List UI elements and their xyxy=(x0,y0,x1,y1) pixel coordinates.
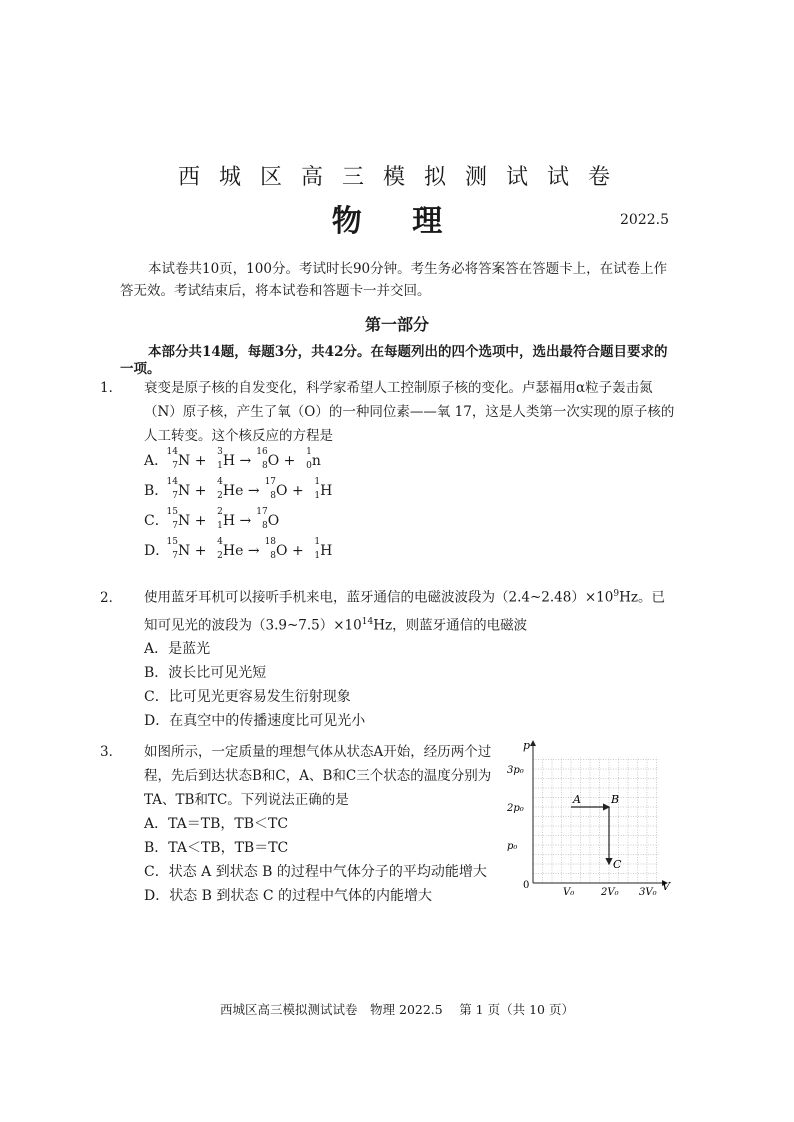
element-symbol: H xyxy=(320,543,333,559)
y-tick-label: 3p₀ xyxy=(507,765,524,776)
nuclide xyxy=(308,537,333,561)
nuclide-numbers xyxy=(211,447,223,471)
subject-title: 物 理 xyxy=(331,204,463,239)
nuclide xyxy=(166,537,191,561)
option-d: D．在真空中的传播速度比可见光小 xyxy=(144,713,366,729)
mass-number: 15 xyxy=(166,537,178,547)
nuclide-numbers xyxy=(256,447,268,471)
graph-grid xyxy=(533,758,658,883)
nuclide xyxy=(256,507,280,531)
nuclide-numbers xyxy=(308,537,321,561)
option-b xyxy=(144,476,544,506)
question-text-part: Hz。已知可见光的波段为（3.9~7.5）×10 xyxy=(144,589,665,633)
element-symbol: O xyxy=(267,453,280,469)
x-axis-label: V xyxy=(662,880,670,893)
plus-sign: + xyxy=(190,513,211,529)
atomic-number: 1 xyxy=(314,491,321,501)
mass-number: 4 xyxy=(217,537,223,547)
nuclide-numbers xyxy=(166,507,178,531)
mass-number: 14 xyxy=(166,477,178,487)
question-2-stem xyxy=(100,582,678,637)
option-c: C．比可见光更容易发生衍射现象 xyxy=(144,689,351,705)
element-symbol: O xyxy=(276,483,288,499)
option-d xyxy=(144,536,544,566)
question-number: 3． xyxy=(100,744,123,760)
nuclide-numbers xyxy=(264,537,277,561)
atomic-number: 8 xyxy=(270,551,277,561)
atomic-number: 1 xyxy=(217,521,223,531)
x-tick-label: V₀ xyxy=(563,887,575,895)
element-symbol: N xyxy=(178,483,191,499)
element-symbol: He xyxy=(222,543,244,559)
question-1 xyxy=(100,376,678,448)
plus-sign: + xyxy=(190,543,211,559)
option-letter: C． xyxy=(144,513,169,529)
intro-text: 本试卷共10页，100分。考试时长90分钟。考生务必将答案答在答题卡上，在试卷上作答无效。考试结束后，将本试卷和答题卡一并交回。 xyxy=(120,261,668,299)
process-lines xyxy=(571,793,622,871)
plus-sign: + xyxy=(287,543,309,559)
reaction-arrow: → xyxy=(243,543,265,559)
nuclide xyxy=(166,447,191,471)
element-symbol: N xyxy=(178,543,191,559)
exponent: 9 xyxy=(613,589,620,599)
mass-number: 1 xyxy=(314,477,321,487)
option-letter: D． xyxy=(144,543,170,559)
option-a: A．TA＝TB，TB＜TC xyxy=(144,816,289,832)
atomic-number: 8 xyxy=(262,461,268,471)
nuclide xyxy=(211,477,244,501)
question-3 xyxy=(100,740,502,908)
atomic-number: 0 xyxy=(306,461,312,471)
nuclide xyxy=(166,507,191,531)
element-symbol: O xyxy=(276,543,288,559)
pv-graph xyxy=(505,735,675,895)
x-tick-label: 3V₀ xyxy=(639,887,657,895)
nuclide-numbers xyxy=(166,447,178,471)
nuclide-numbers xyxy=(211,507,223,531)
option-letter: A． xyxy=(144,453,169,469)
nuclide-numbers xyxy=(308,477,321,501)
state-point-label: B xyxy=(611,793,620,806)
option-c: C．状态 A 到状态 B 的过程中气体分子的平均动能增大 xyxy=(144,864,487,880)
nuclide xyxy=(264,477,288,501)
nuclide-numbers xyxy=(300,447,312,471)
question-1-options xyxy=(144,446,544,566)
plus-sign: + xyxy=(287,483,309,499)
axis-ticks xyxy=(506,765,657,895)
page-footer: 西城区高三模拟测试试卷 物理 2022.5 第 1 页（共 10 页） xyxy=(220,1002,574,1017)
nuclide xyxy=(300,447,321,471)
mass-number: 18 xyxy=(264,537,277,547)
nuclide xyxy=(264,537,288,561)
mass-number: 1 xyxy=(306,447,312,457)
y-axis-label: p xyxy=(523,739,531,752)
atomic-number: 7 xyxy=(172,521,178,531)
element-symbol: O xyxy=(267,513,280,529)
mass-number: 17 xyxy=(256,507,268,517)
element-symbol: N xyxy=(178,453,191,469)
option-c xyxy=(144,506,544,536)
question-number: 1． xyxy=(100,380,123,396)
question-text: 如图所示，一定质量的理想气体从状态A开始，经历两个过程，先后到达状态B和C，A、B和C三个状态的温度分别为TA、TB和TC。下列说法正确的是 xyxy=(144,744,492,808)
y-tick-label: p₀ xyxy=(507,841,518,852)
mass-number: 3 xyxy=(217,447,223,457)
atomic-number: 8 xyxy=(270,491,277,501)
element-symbol: H xyxy=(222,453,236,469)
option-a xyxy=(144,446,544,476)
mass-number: 15 xyxy=(166,507,178,517)
exam-date: 2022.5 xyxy=(620,212,669,228)
option-b: B．TA＜TB，TB＝TC xyxy=(144,840,289,856)
reaction-arrow: → xyxy=(243,483,265,499)
mass-number: 17 xyxy=(264,477,277,487)
nuclide xyxy=(308,477,333,501)
nuclide xyxy=(256,447,280,471)
section-title: 第一部分 xyxy=(364,315,429,334)
mass-number: 1 xyxy=(314,537,321,547)
nuclide-numbers xyxy=(211,537,223,561)
question-text-part: Hz，则蓝牙通信的电磁波 xyxy=(373,617,528,633)
option-a: A．是蓝光 xyxy=(144,641,211,657)
question-text: 衰变是原子核的自发变化，科学家希望人工控制原子核的变化。卢瑟福用α粒子轰击氮（N）原子核，产生了氧（O）的一种同位素——氧 17，这是人类第一次实现的原子核的人工转变。这个核反应的方程是 xyxy=(144,380,675,444)
state-point-label: C xyxy=(613,858,622,871)
nuclide xyxy=(211,537,244,561)
element-symbol: He xyxy=(222,483,244,499)
element-symbol: n xyxy=(311,453,321,469)
nuclide xyxy=(211,507,236,531)
atomic-number: 7 xyxy=(172,551,178,561)
section-instructions: 本部分共14题，每题3分，共42分。在每题列出的四个选项中，选出最符合题目要求的一项。 xyxy=(120,344,668,377)
atomic-number: 7 xyxy=(172,461,178,471)
atomic-number: 2 xyxy=(217,551,223,561)
atomic-number: 1 xyxy=(217,461,223,471)
x-tick-label: 2V₀ xyxy=(601,887,619,895)
state-point-label: A xyxy=(573,793,581,806)
mass-number: 16 xyxy=(256,447,268,457)
nuclide xyxy=(211,447,236,471)
question-2-options xyxy=(122,637,678,733)
nuclide-numbers xyxy=(211,477,223,501)
reaction-arrow: → xyxy=(235,453,256,469)
nuclide-numbers xyxy=(166,537,178,561)
nuclide xyxy=(166,477,191,501)
option-b: B．波长比可见光短 xyxy=(144,665,267,681)
plus-sign: + xyxy=(279,453,300,469)
option-letter: B． xyxy=(144,483,169,499)
element-symbol: N xyxy=(178,513,191,529)
y-tick-label: 2p₀ xyxy=(507,803,524,814)
nuclide-numbers xyxy=(256,507,268,531)
question-3-options xyxy=(122,812,502,908)
plus-sign: + xyxy=(190,453,211,469)
atomic-number: 8 xyxy=(262,521,268,531)
question-text-part: 使用蓝牙耳机可以接听手机来电，蓝牙通信的电磁波波段为（2.4~2.48）×10 xyxy=(144,589,614,606)
plus-sign: + xyxy=(190,483,211,499)
option-d: D．状态 B 到状态 C 的过程中气体的内能增大 xyxy=(144,888,433,904)
element-symbol: H xyxy=(222,513,236,529)
reaction-arrow: → xyxy=(235,513,256,529)
mass-number: 14 xyxy=(166,447,178,457)
nuclide-numbers xyxy=(264,477,277,501)
origin-label: 0 xyxy=(523,880,530,891)
question-2 xyxy=(100,582,678,733)
question-3-stem xyxy=(100,740,502,812)
nuclide-numbers xyxy=(166,477,178,501)
atomic-number: 1 xyxy=(314,551,321,561)
element-symbol: H xyxy=(320,483,333,499)
atomic-number: 2 xyxy=(217,491,223,501)
question-number: 2． xyxy=(100,589,123,606)
question-1-stem xyxy=(100,376,678,448)
exam-title: 西 城 区 高 三 模 拟 测 试 试 卷 xyxy=(178,165,616,190)
mass-number: 4 xyxy=(217,477,223,487)
mass-number: 2 xyxy=(217,507,223,517)
exponent: 14 xyxy=(361,616,374,627)
atomic-number: 7 xyxy=(172,491,178,501)
